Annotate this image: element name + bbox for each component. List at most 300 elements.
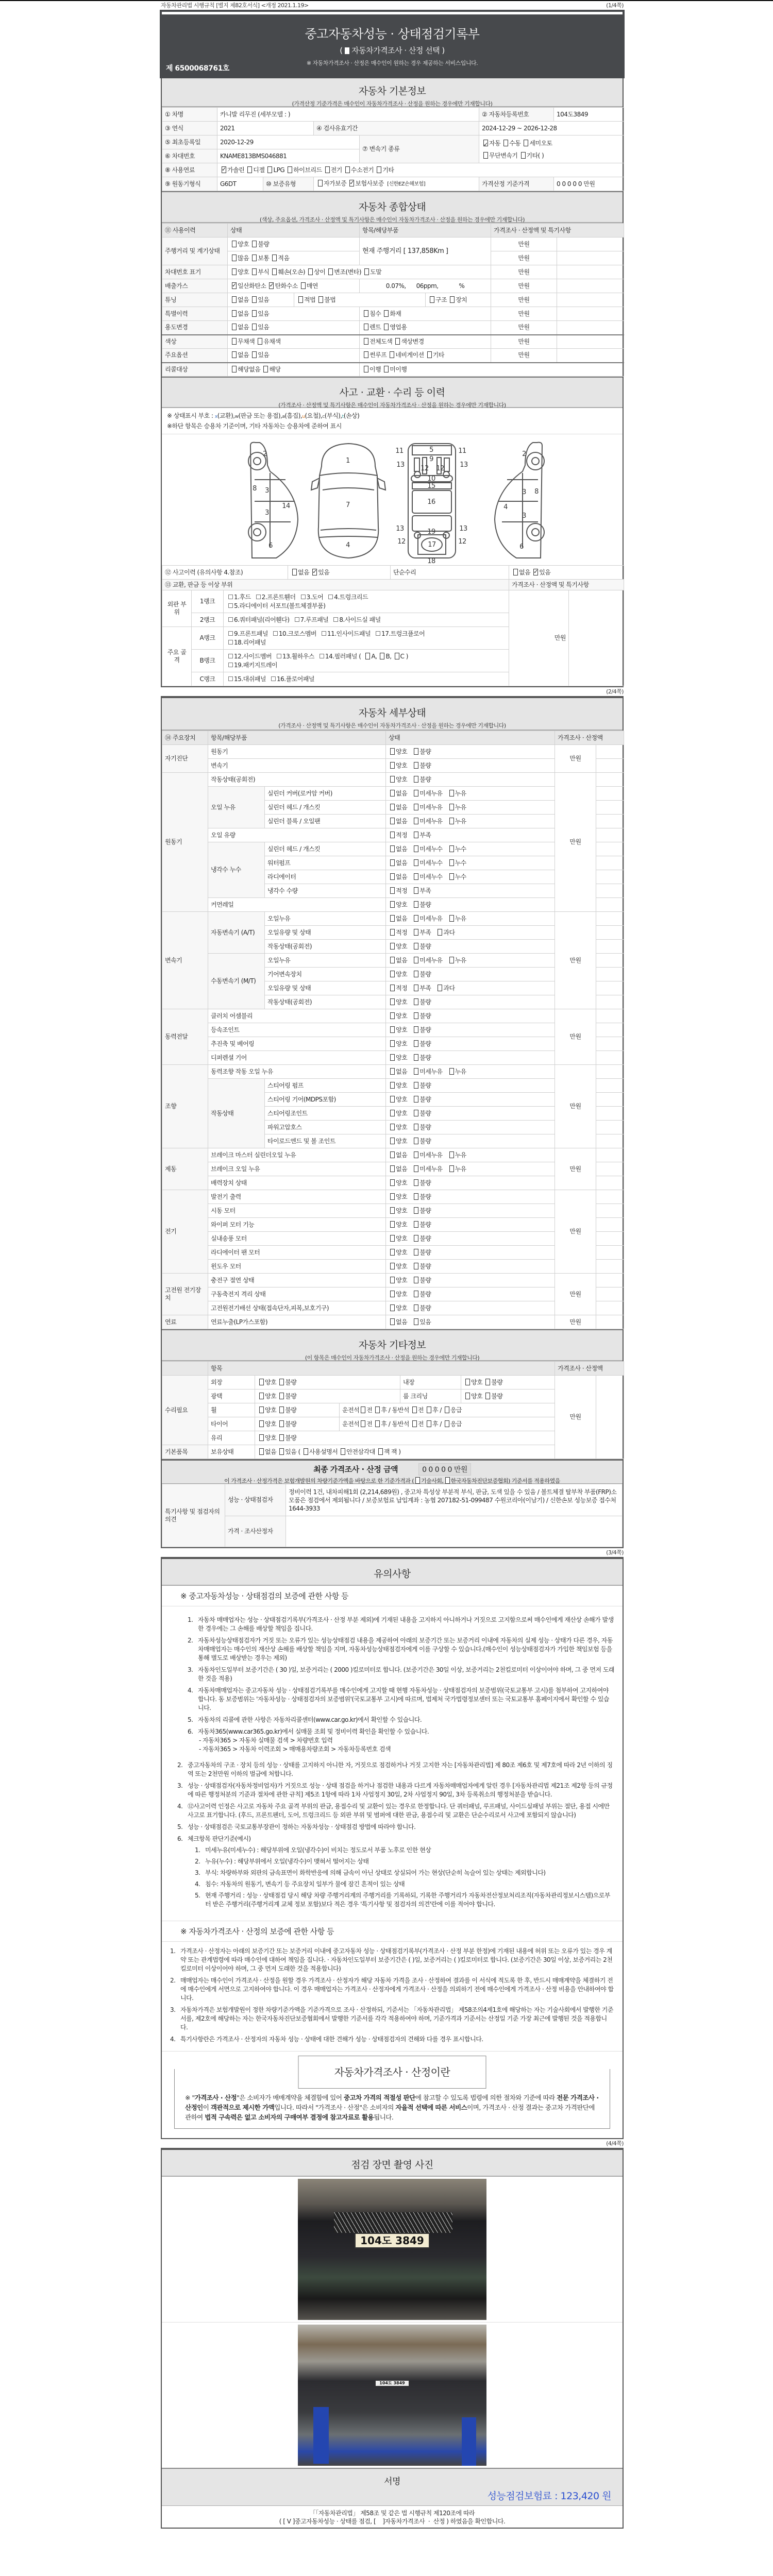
checkbox[interactable]: [252, 351, 257, 358]
checkbox[interactable]: [449, 915, 454, 922]
checkbox[interactable]: [377, 166, 381, 173]
option[interactable]: [412, 1110, 431, 1117]
option[interactable]: [464, 1393, 482, 1400]
checkbox[interactable]: [361, 1420, 365, 1427]
option[interactable]: [258, 1448, 276, 1455]
checkbox[interactable]: [427, 1406, 431, 1413]
option[interactable]: [389, 1165, 407, 1173]
checkbox[interactable]: [414, 873, 418, 880]
option[interactable]: [250, 310, 269, 317]
checkbox[interactable]: [390, 873, 395, 880]
checkbox[interactable]: [277, 654, 281, 658]
price-remark[interactable]: [596, 940, 624, 954]
checkbox[interactable]: [232, 296, 237, 303]
option[interactable]: [425, 1420, 442, 1428]
checkbox[interactable]: [414, 1151, 418, 1158]
option[interactable]: [389, 1277, 407, 1284]
price-remark[interactable]: [596, 828, 624, 842]
option[interactable]: [412, 1165, 442, 1173]
price-remark[interactable]: [596, 995, 624, 1009]
option[interactable]: [278, 1420, 296, 1428]
checkbox[interactable]: [228, 603, 233, 608]
option[interactable]: [532, 569, 550, 576]
checkbox[interactable]: [412, 1420, 417, 1427]
checkbox[interactable]: [414, 776, 418, 783]
option[interactable]: [389, 1304, 407, 1312]
checkbox[interactable]: [449, 790, 454, 796]
checkbox[interactable]: [345, 166, 350, 173]
price-remark[interactable]: [596, 1190, 624, 1204]
option[interactable]: [522, 140, 552, 147]
checkbox[interactable]: [259, 1434, 264, 1441]
option[interactable]: [389, 957, 407, 964]
option[interactable]: [393, 653, 408, 660]
option[interactable]: [311, 569, 329, 576]
checkbox[interactable]: [414, 985, 418, 991]
option[interactable]: [389, 985, 407, 992]
checkbox[interactable]: [390, 1263, 395, 1269]
option[interactable]: [348, 180, 383, 187]
option[interactable]: [389, 1054, 407, 1061]
option[interactable]: [230, 324, 249, 331]
option[interactable]: [362, 324, 381, 331]
option[interactable]: [307, 268, 325, 276]
option[interactable]: [230, 338, 255, 345]
option[interactable]: [258, 1393, 276, 1400]
price-remark[interactable]: [596, 968, 624, 981]
price-remark[interactable]: [557, 238, 624, 251]
checkbox[interactable]: [232, 351, 237, 358]
checkbox[interactable]: [232, 268, 237, 275]
checkbox[interactable]: [228, 617, 233, 622]
checkbox[interactable]: [232, 310, 237, 317]
option[interactable]: [412, 1318, 431, 1326]
checkbox[interactable]: [252, 324, 257, 330]
price-remark[interactable]: [596, 745, 624, 759]
option[interactable]: [382, 324, 407, 331]
checkbox[interactable]: [414, 1318, 418, 1325]
price-survey-checkbox[interactable]: [345, 47, 349, 54]
price-remark[interactable]: [596, 1093, 624, 1107]
option[interactable]: [436, 985, 455, 992]
option[interactable]: [389, 929, 407, 936]
checkbox[interactable]: [365, 653, 370, 659]
checkbox[interactable]: [414, 818, 418, 824]
checkbox[interactable]: [414, 1221, 418, 1228]
checkbox[interactable]: [449, 845, 454, 852]
checkbox[interactable]: [414, 804, 418, 810]
option[interactable]: [389, 1207, 407, 1214]
option[interactable]: [412, 971, 431, 978]
checkbox[interactable]: [414, 998, 418, 1005]
checkbox[interactable]: [232, 366, 237, 372]
option[interactable]: [230, 268, 249, 276]
checkbox[interactable]: [390, 790, 395, 796]
checkbox[interactable]: [390, 998, 395, 1005]
option[interactable]: [302, 1448, 338, 1455]
part-option[interactable]: [226, 616, 290, 623]
price-remark[interactable]: [557, 293, 624, 307]
option[interactable]: [389, 901, 407, 908]
option[interactable]: [382, 310, 401, 317]
checkbox[interactable]: [414, 1179, 418, 1186]
checkbox[interactable]: [414, 1304, 418, 1311]
price-remark[interactable]: [596, 1023, 624, 1037]
option[interactable]: [230, 282, 266, 290]
checkbox[interactable]: [450, 296, 455, 303]
option[interactable]: [412, 1040, 431, 1047]
option[interactable]: [278, 1434, 296, 1442]
checkbox[interactable]: [271, 676, 276, 681]
option[interactable]: [412, 1068, 442, 1075]
checkbox[interactable]: [414, 1026, 418, 1033]
option[interactable]: [411, 1406, 424, 1414]
option[interactable]: [412, 859, 442, 867]
checkbox[interactable]: [414, 859, 418, 866]
checkbox[interactable]: [449, 1151, 454, 1158]
price-remark[interactable]: [596, 1315, 624, 1329]
option[interactable]: [388, 351, 424, 359]
option[interactable]: [258, 1379, 276, 1386]
option[interactable]: [359, 1420, 372, 1428]
option[interactable]: [482, 140, 500, 147]
checkbox[interactable]: [465, 1393, 470, 1399]
checkbox[interactable]: [503, 140, 508, 146]
option[interactable]: [389, 1040, 407, 1047]
option[interactable]: [297, 296, 315, 303]
checkbox[interactable]: [390, 1221, 395, 1228]
price-remark[interactable]: [596, 773, 624, 787]
checkbox[interactable]: [390, 1026, 395, 1033]
option[interactable]: [464, 1379, 482, 1386]
option[interactable]: [389, 1082, 407, 1089]
option[interactable]: [324, 166, 342, 174]
option[interactable]: [443, 1406, 462, 1414]
option[interactable]: [412, 1193, 431, 1200]
checkbox[interactable]: [390, 985, 395, 991]
option[interactable]: [412, 929, 431, 936]
checkbox[interactable]: [390, 971, 395, 977]
option[interactable]: [389, 971, 407, 978]
price-remark[interactable]: [596, 1232, 624, 1246]
option[interactable]: [258, 1406, 276, 1414]
checkbox[interactable]: [390, 1179, 395, 1186]
checkbox[interactable]: [533, 569, 538, 575]
option[interactable]: [412, 1138, 431, 1145]
option[interactable]: [412, 943, 431, 950]
checkbox[interactable]: [414, 971, 418, 977]
option[interactable]: [316, 180, 346, 187]
option[interactable]: [344, 166, 374, 174]
checkbox[interactable]: [312, 569, 317, 575]
checkbox[interactable]: [390, 1277, 395, 1283]
option[interactable]: [362, 351, 386, 359]
option[interactable]: [389, 1026, 407, 1033]
price-remark[interactable]: [557, 307, 624, 321]
option[interactable]: [389, 1096, 407, 1103]
option[interactable]: [448, 1165, 466, 1173]
option[interactable]: [448, 1151, 466, 1159]
price-remark[interactable]: [596, 1037, 624, 1051]
checkbox[interactable]: [232, 324, 237, 330]
part-option[interactable]: [317, 653, 361, 660]
option[interactable]: [394, 338, 424, 345]
checkbox[interactable]: [427, 1420, 431, 1427]
checkbox[interactable]: [449, 804, 454, 810]
option[interactable]: [412, 832, 431, 839]
price-remark[interactable]: [596, 815, 624, 828]
checkbox[interactable]: [364, 351, 368, 358]
part-option[interactable]: [226, 653, 272, 660]
option[interactable]: [389, 1012, 407, 1020]
checkbox[interactable]: [308, 268, 313, 275]
checkbox[interactable]: [390, 1165, 395, 1172]
option[interactable]: [230, 255, 249, 262]
checkbox[interactable]: [414, 832, 418, 838]
checkbox[interactable]: [390, 1318, 395, 1325]
checkbox[interactable]: [273, 631, 278, 636]
option[interactable]: [246, 166, 264, 174]
option[interactable]: [389, 790, 407, 797]
option[interactable]: [230, 310, 249, 317]
checkbox[interactable]: [414, 1096, 418, 1103]
checkbox[interactable]: [414, 915, 418, 922]
option[interactable]: [448, 1068, 466, 1075]
price-remark[interactable]: [596, 1148, 624, 1162]
option[interactable]: [389, 804, 407, 811]
option[interactable]: [230, 241, 249, 248]
option[interactable]: [389, 1318, 407, 1326]
checkbox[interactable]: [322, 631, 326, 636]
part-option[interactable]: [320, 630, 371, 637]
option[interactable]: [250, 351, 269, 359]
option[interactable]: [230, 296, 249, 303]
checkbox[interactable]: [232, 241, 237, 247]
checkbox[interactable]: [390, 859, 395, 866]
option[interactable]: [512, 569, 530, 576]
price-remark[interactable]: [557, 279, 624, 293]
checkbox[interactable]: [390, 915, 395, 922]
checkbox[interactable]: [390, 1012, 395, 1019]
checkbox[interactable]: [414, 1054, 418, 1061]
parts-price-remark[interactable]: [569, 590, 624, 686]
checkbox[interactable]: [279, 1448, 284, 1455]
option[interactable]: [412, 1124, 431, 1131]
option[interactable]: [412, 901, 431, 908]
price-remark[interactable]: [557, 321, 624, 335]
kadwa-checkbox[interactable]: [445, 1477, 450, 1484]
checkbox[interactable]: [292, 569, 297, 575]
option[interactable]: [482, 152, 517, 159]
checkbox[interactable]: [390, 1207, 395, 1214]
option[interactable]: [428, 296, 447, 303]
option[interactable]: [389, 1138, 407, 1145]
option[interactable]: [375, 166, 394, 174]
price-remark[interactable]: [557, 251, 624, 265]
checkbox[interactable]: [279, 1420, 284, 1427]
checkbox[interactable]: [445, 1406, 449, 1413]
checkbox[interactable]: [390, 1249, 395, 1256]
option[interactable]: [389, 915, 407, 922]
checkbox[interactable]: [390, 1138, 395, 1144]
checkbox[interactable]: [328, 595, 333, 599]
option[interactable]: [412, 748, 431, 755]
checkbox[interactable]: [485, 1393, 490, 1399]
option[interactable]: [362, 366, 381, 373]
price-remark[interactable]: [596, 1079, 624, 1093]
checkbox[interactable]: [263, 366, 268, 372]
option[interactable]: [412, 1012, 431, 1020]
option[interactable]: [412, 790, 442, 797]
option[interactable]: [389, 1193, 407, 1200]
option[interactable]: [286, 166, 322, 174]
price-remark[interactable]: [596, 1246, 624, 1260]
checkbox[interactable]: [232, 282, 237, 289]
checkbox[interactable]: [414, 1138, 418, 1144]
option[interactable]: [389, 1151, 407, 1159]
checkbox[interactable]: [375, 1406, 380, 1413]
checkbox[interactable]: [524, 140, 528, 146]
checkbox[interactable]: [364, 324, 368, 330]
checkbox[interactable]: [279, 1379, 284, 1385]
option[interactable]: [389, 1124, 407, 1131]
checkbox[interactable]: [252, 296, 257, 303]
option[interactable]: [250, 324, 269, 331]
checkbox[interactable]: [438, 985, 442, 991]
checkbox[interactable]: [483, 140, 488, 146]
checkbox[interactable]: [325, 166, 330, 173]
checkbox[interactable]: [301, 282, 306, 289]
option[interactable]: [412, 998, 431, 1006]
checkbox[interactable]: [414, 1165, 418, 1172]
checkbox[interactable]: [414, 748, 418, 755]
checkbox[interactable]: [465, 1379, 470, 1385]
checkbox[interactable]: [449, 873, 454, 880]
option[interactable]: [448, 915, 466, 922]
price-remark[interactable]: [596, 1051, 624, 1065]
option[interactable]: [220, 166, 244, 174]
part-option[interactable]: [254, 594, 296, 601]
checkbox[interactable]: [390, 1124, 395, 1130]
price-remark[interactable]: [557, 335, 624, 349]
checkbox[interactable]: [256, 595, 261, 599]
checkbox[interactable]: [390, 804, 395, 810]
option[interactable]: [389, 1249, 407, 1256]
part-option[interactable]: [226, 675, 266, 683]
checkbox[interactable]: [521, 152, 526, 159]
checkbox[interactable]: [414, 1040, 418, 1047]
part-option[interactable]: [293, 616, 329, 623]
checkbox[interactable]: [390, 1110, 395, 1116]
checkbox[interactable]: [414, 1193, 418, 1200]
checkbox[interactable]: [380, 653, 384, 659]
checkbox[interactable]: [390, 929, 395, 936]
option[interactable]: [327, 268, 361, 276]
checkbox[interactable]: [414, 1082, 418, 1089]
checkbox[interactable]: [228, 654, 233, 658]
checkbox[interactable]: [301, 595, 306, 599]
checkbox[interactable]: [304, 1448, 308, 1455]
checkbox[interactable]: [390, 1054, 395, 1061]
price-remark[interactable]: [596, 1121, 624, 1134]
price-remark[interactable]: [596, 870, 624, 884]
option[interactable]: [412, 985, 431, 992]
checkbox[interactable]: [376, 631, 380, 636]
part-option[interactable]: [226, 630, 268, 637]
part-option[interactable]: [226, 602, 325, 609]
price-remark[interactable]: [596, 1287, 624, 1301]
price-remark[interactable]: [596, 1176, 624, 1190]
price-remark[interactable]: [596, 842, 624, 856]
checkbox[interactable]: [259, 1420, 264, 1427]
checkbox[interactable]: [513, 569, 518, 575]
checkbox[interactable]: [414, 845, 418, 852]
checkbox[interactable]: [390, 1151, 395, 1158]
option[interactable]: [412, 776, 431, 783]
option[interactable]: [426, 351, 444, 359]
price-remark[interactable]: [557, 349, 624, 363]
checkbox[interactable]: [361, 1406, 365, 1413]
checkbox[interactable]: [414, 1110, 418, 1116]
option[interactable]: [230, 366, 260, 373]
option[interactable]: [448, 845, 466, 853]
checkbox[interactable]: [252, 241, 257, 247]
option[interactable]: [250, 296, 269, 303]
option[interactable]: [389, 1179, 407, 1187]
option[interactable]: [362, 310, 381, 317]
option[interactable]: [363, 268, 381, 276]
price-remark[interactable]: [596, 1065, 624, 1079]
price-remark[interactable]: [596, 1134, 624, 1148]
checkbox[interactable]: [445, 1420, 449, 1427]
option[interactable]: [250, 241, 269, 248]
option[interactable]: [339, 1448, 375, 1455]
option[interactable]: [362, 338, 392, 345]
price-remark[interactable]: [596, 1301, 624, 1315]
option[interactable]: [278, 1448, 300, 1455]
checkbox[interactable]: [414, 1235, 418, 1242]
checkbox[interactable]: [252, 268, 257, 275]
checkbox[interactable]: [390, 1304, 395, 1311]
option[interactable]: [271, 268, 305, 276]
checkbox[interactable]: [364, 310, 368, 317]
option[interactable]: [412, 1096, 431, 1103]
option[interactable]: [412, 1151, 442, 1159]
option[interactable]: [411, 1420, 424, 1428]
option[interactable]: [389, 1110, 407, 1117]
checkbox[interactable]: [395, 338, 400, 345]
checkbox[interactable]: [288, 166, 292, 173]
option[interactable]: [412, 1207, 431, 1214]
option[interactable]: [374, 1420, 409, 1428]
option[interactable]: [389, 887, 407, 894]
checkbox[interactable]: [449, 1165, 454, 1172]
checkbox[interactable]: [320, 654, 324, 658]
checkbox[interactable]: [279, 1406, 284, 1413]
checkbox[interactable]: [333, 617, 338, 622]
option[interactable]: [389, 1221, 407, 1228]
option[interactable]: [256, 338, 280, 345]
option[interactable]: [299, 282, 318, 290]
option[interactable]: [389, 748, 407, 755]
checkbox[interactable]: [449, 818, 454, 824]
option[interactable]: [389, 818, 407, 825]
option[interactable]: [389, 762, 407, 769]
option[interactable]: [389, 832, 407, 839]
part-option[interactable]: [374, 630, 425, 637]
price-remark[interactable]: [596, 884, 624, 898]
price-remark[interactable]: [596, 787, 624, 801]
